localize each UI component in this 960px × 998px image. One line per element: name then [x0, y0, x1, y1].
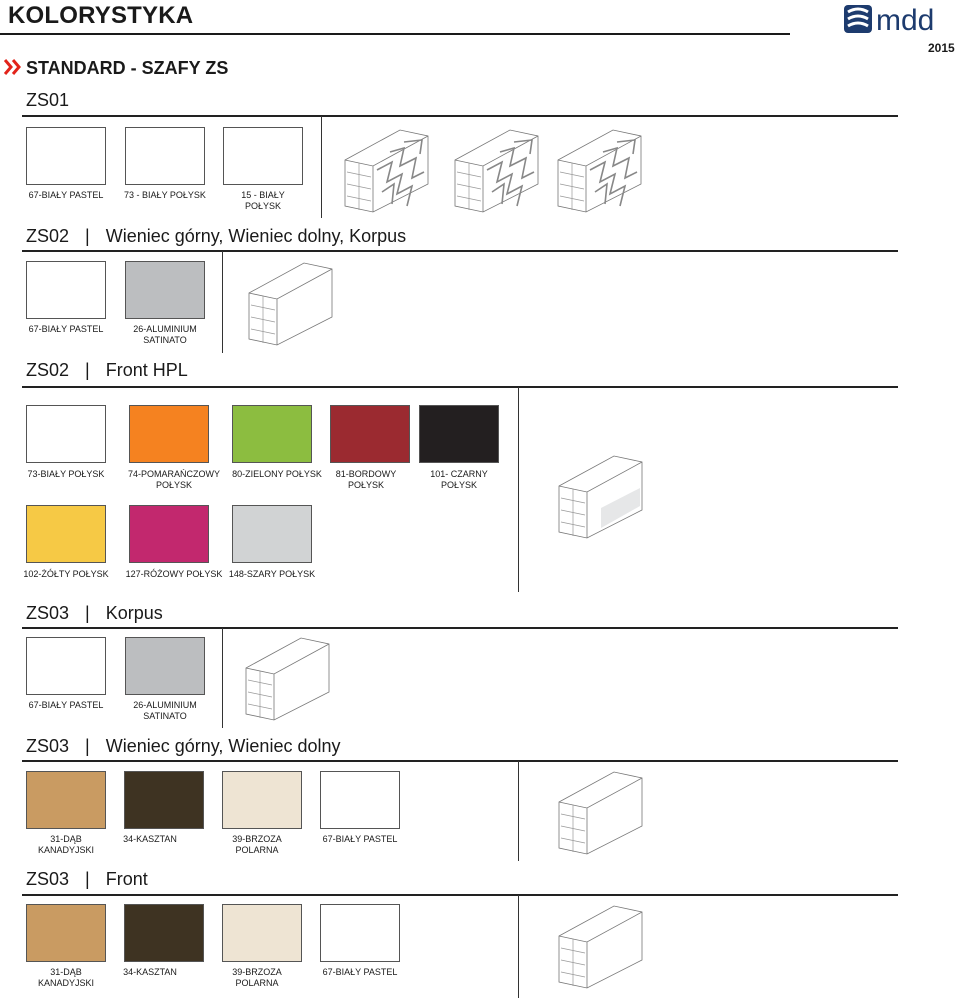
swatch-front-hpl-2: [129, 405, 209, 463]
mdd-logo-icon: [844, 5, 872, 33]
cabinet-lattice-illustration: [555, 122, 645, 214]
column-divider: [222, 251, 223, 353]
chevron-right-icon: [4, 59, 22, 75]
swatch-zs03-wieniec-4: [320, 771, 400, 829]
swatch-label: 73 - BIAŁY POŁYSK: [124, 190, 206, 200]
cabinet-lattice-illustration: [342, 122, 432, 214]
section-name: Wieniec górny, Wieniec dolny, Korpus: [105, 226, 407, 246]
section-rule: [22, 115, 898, 117]
section-name: Front HPL: [105, 360, 188, 380]
swatch-front-hpl-3: [232, 405, 312, 463]
swatch-zs03-front-4: [320, 904, 400, 962]
swatch-zs03-korpus-2: [125, 637, 205, 695]
swatch-label: 67-BIAŁY PASTEL: [28, 190, 104, 200]
section-zs03-wieniec-heading: ZS03 | Wieniec górny, Wieniec dolny: [26, 736, 341, 756]
swatch-zs02-korpus-2: [125, 261, 205, 319]
swatch-zs03-wieniec-1: [26, 771, 106, 829]
swatch-label: 34-KASZTAN: [123, 834, 177, 844]
swatch-zs03-front-3: [222, 904, 302, 962]
section-code: ZS03: [26, 869, 70, 889]
section-rule: [22, 386, 898, 388]
swatch-zs03-korpus-1: [26, 637, 106, 695]
swatch-front-hpl-7: [129, 505, 209, 563]
cabinet-illustration: [556, 764, 646, 856]
swatch-zs03-front-1: [26, 904, 106, 962]
section-rule: [22, 760, 898, 762]
swatch-front-hpl-6: [26, 505, 106, 563]
swatch-zs01-1: [26, 127, 106, 185]
section-rule: [22, 894, 898, 896]
swatch-label: 31-DĄB KANADYJSKI: [37, 834, 95, 855]
swatch-zs01-3: [223, 127, 303, 185]
cabinet-illustration: [243, 630, 333, 722]
section-name: Korpus: [105, 603, 163, 623]
cabinet-illustration: [556, 448, 646, 540]
swatch-label: 80-ZIELONY POŁYSK: [232, 469, 322, 479]
mdd-logo: [842, 2, 960, 36]
swatch-label: 26-ALUMINIUM SATINATO: [133, 700, 197, 721]
section-code: ZS02: [26, 226, 70, 246]
brand-name: mdd: [876, 4, 935, 36]
section-rule: [22, 250, 898, 252]
cabinet-lattice-illustration: [452, 122, 542, 214]
swatch-label: 34-KASZTAN: [123, 967, 177, 977]
page-title: KOLORYSTYKA: [8, 2, 194, 29]
swatch-label: 148-SZARY POŁYSK: [228, 569, 316, 579]
section-rule: [22, 627, 898, 629]
section-zs03-korpus-heading: ZS03 | Korpus: [26, 603, 163, 623]
column-divider: [518, 387, 519, 592]
swatch-front-hpl-4: [330, 405, 410, 463]
section-code: ZS02: [26, 360, 70, 380]
swatch-label: 39-BRZOZA POLARNA: [232, 967, 282, 988]
swatch-label: 67-BIAŁY PASTEL: [322, 834, 398, 844]
swatch-label: 127-RÓŻOWY POŁYSK: [125, 569, 223, 579]
column-divider: [518, 761, 519, 861]
section-zs02-korpus-heading: ZS02 | Wieniec górny, Wieniec dolny, Korpus: [26, 226, 407, 246]
swatch-label: 67-BIAŁY PASTEL: [322, 967, 398, 977]
swatch-zs02-korpus-1: [26, 261, 106, 319]
swatch-label: 73-BIAŁY POŁYSK: [27, 469, 105, 479]
cabinet-illustration: [246, 255, 336, 347]
section-zs01-heading: [26, 90, 69, 111]
swatch-label: 81-BORDOWY POŁYSK: [335, 469, 397, 490]
section-code: ZS01: [26, 90, 70, 110]
column-divider: [321, 116, 322, 218]
swatch-front-hpl-5: [419, 405, 499, 463]
swatch-label: 15 - BIAŁY POŁYSK: [241, 190, 285, 211]
swatch-label: 67-BIAŁY PASTEL: [28, 324, 104, 334]
swatch-zs01-2: [125, 127, 205, 185]
swatch-label: 67-BIAŁY PASTEL: [28, 700, 104, 710]
section-code: ZS03: [26, 736, 70, 756]
swatch-label: 74-POMARAŃCZOWY POŁYSK: [127, 469, 220, 490]
section-name: Wieniec górny, Wieniec dolny: [105, 736, 341, 756]
section-subtitle: STANDARD - SZAFY ZS: [26, 58, 229, 78]
swatch-zs03-wieniec-3: [222, 771, 302, 829]
swatch-label: 26-ALUMINIUM SATINATO: [133, 324, 197, 345]
year-label: 2015: [928, 41, 955, 55]
cabinet-illustration: [556, 898, 646, 990]
swatch-label: 101- CZARNY POŁYSK: [430, 469, 488, 490]
section-name: Front: [105, 869, 148, 889]
section-zs02-front-heading: ZS02 | Front HPL: [26, 360, 188, 380]
section-zs03-front-heading: ZS03 | Front: [26, 869, 148, 889]
column-divider: [222, 628, 223, 728]
column-divider: [518, 895, 519, 998]
swatch-zs03-front-2: [124, 904, 204, 962]
section-code: ZS03: [26, 603, 70, 623]
swatch-label: 102-ŻÓŁTY POŁYSK: [23, 569, 109, 579]
swatch-label: 39-BRZOZA POLARNA: [232, 834, 282, 855]
header-rule: [0, 33, 790, 35]
swatch-zs03-wieniec-2: [124, 771, 204, 829]
swatch-front-hpl-8: [232, 505, 312, 563]
swatch-front-hpl-1: [26, 405, 106, 463]
swatch-label: 31-DĄB KANADYJSKI: [37, 967, 95, 988]
